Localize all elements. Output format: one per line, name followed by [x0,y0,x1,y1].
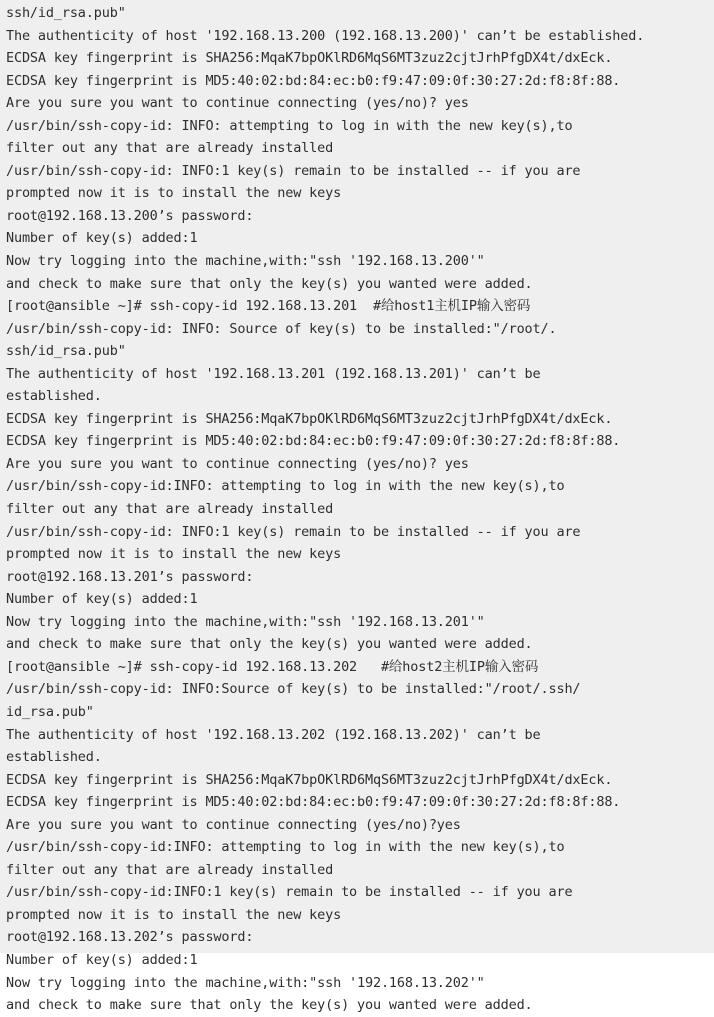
terminal-line: ECDSA key fingerprint is MD5:40:02:bd:84:ec:b0:f9:47:09:0f:30:27:2d:f8:8f:88. [6,433,621,450]
terminal-line: ECDSA key fingerprint is MD5:40:02:bd:84:ec:b0:f9:47:09:0f:30:27:2d:f8:8f:88. [6,72,621,89]
terminal-line: Number of key(s) added:1 [6,951,198,968]
terminal-line: /usr/bin/ssh-copy-id: INFO:1 key(s) remain to be installed -- if you are [6,523,581,540]
terminal-line: and check to make sure that only the key(s) you wanted were added. [6,275,533,292]
terminal-line: Number of key(s) added:1 [6,591,198,608]
terminal-line: /usr/bin/ssh-copy-id:INFO:1 key(s) remain to be installed -- if you are [6,884,573,901]
terminal-line: [root@ansible ~]# ssh-copy-id 192.168.13.202 #给host2主机IP输入密码 [6,658,539,675]
terminal-line: Now try logging into the machine,with:"ssh '192.168.13.202'" [6,974,485,991]
terminal-line: root@192.168.13.201’s password: [6,568,254,585]
terminal-line: prompted now it is to install the new keys [6,546,342,563]
terminal-line: /usr/bin/ssh-copy-id: INFO:1 key(s) remain to be installed -- if you are [6,162,581,179]
terminal-line: The authenticity of host '192.168.13.200 (192.168.13.200)' can’t be established. [6,27,645,44]
terminal-line: ECDSA key fingerprint is SHA256:MqaK7bpOKlRD6MqS6MT3zuz2cjtJrhPfgDX4t/dxEck. [6,410,613,427]
terminal-line: The authenticity of host '192.168.13.201 (192.168.13.201)' can’t be [6,365,541,382]
terminal-line: /usr/bin/ssh-copy-id:INFO: attempting to log in with the new key(s),to [6,839,565,856]
terminal-line: established. [6,388,102,405]
terminal-line: and check to make sure that only the key(s) you wanted were added. [6,636,533,653]
terminal-line: Now try logging into the machine,with:"ssh '192.168.13.201'" [6,613,485,630]
terminal-line: /usr/bin/ssh-copy-id: INFO: attempting to log in with the new key(s),to [6,117,573,134]
terminal-line: /usr/bin/ssh-copy-id:INFO: attempting to log in with the new key(s),to [6,478,565,495]
terminal-line: ssh/id_rsa.pub" [6,343,126,360]
terminal-line: ECDSA key fingerprint is SHA256:MqaK7bpOKlRD6MqS6MT3zuz2cjtJrhPfgDX4t/dxEck. [6,50,613,67]
terminal-line: Are you sure you want to continue connecting (yes/no)? yes [6,455,469,472]
terminal-line: ssh/id_rsa.pub" [6,5,126,21]
terminal-line: Number of key(s) added:1 [6,230,198,247]
terminal-line: ECDSA key fingerprint is MD5:40:02:bd:84:ec:b0:f9:47:09:0f:30:27:2d:f8:8f:88. [6,794,621,811]
terminal-line: root@192.168.13.200’s password: [6,207,254,224]
terminal-line: The authenticity of host '192.168.13.202 (192.168.13.202)' can’t be [6,726,541,743]
terminal-line: established. [6,749,102,766]
terminal-line: id_rsa.pub" [6,703,94,720]
terminal-line: Are you sure you want to continue connecting (yes/no)? yes [6,95,469,112]
terminal-line: /usr/bin/ssh-copy-id: INFO:Source of key(s) to be installed:"/root/.ssh/ [6,681,581,698]
terminal-line: root@192.168.13.202’s password: [6,929,254,946]
terminal-line: and check to make sure that only the key(s) you wanted were added. [6,997,533,1014]
terminal-line: /usr/bin/ssh-copy-id: INFO: Source of key(s) to be installed:"/root/. [6,320,557,337]
terminal-line: Are you sure you want to continue connecting (yes/no)?yes [6,816,461,833]
terminal-line: filter out any that are already installed [6,140,334,157]
terminal-line: prompted now it is to install the new keys [6,906,342,923]
terminal-line: [root@ansible ~]# ssh-copy-id 192.168.13.201 #给host1主机IP输入密码 [6,298,531,315]
terminal-line: filter out any that are already installed [6,861,334,878]
terminal-line: Now try logging into the machine,with:"ssh '192.168.13.200'" [6,253,485,270]
terminal-line: ECDSA key fingerprint is SHA256:MqaK7bpOKlRD6MqS6MT3zuz2cjtJrhPfgDX4t/dxEck. [6,771,613,788]
terminal-line: prompted now it is to install the new keys [6,185,342,202]
terminal-line: filter out any that are already installed [6,501,334,518]
